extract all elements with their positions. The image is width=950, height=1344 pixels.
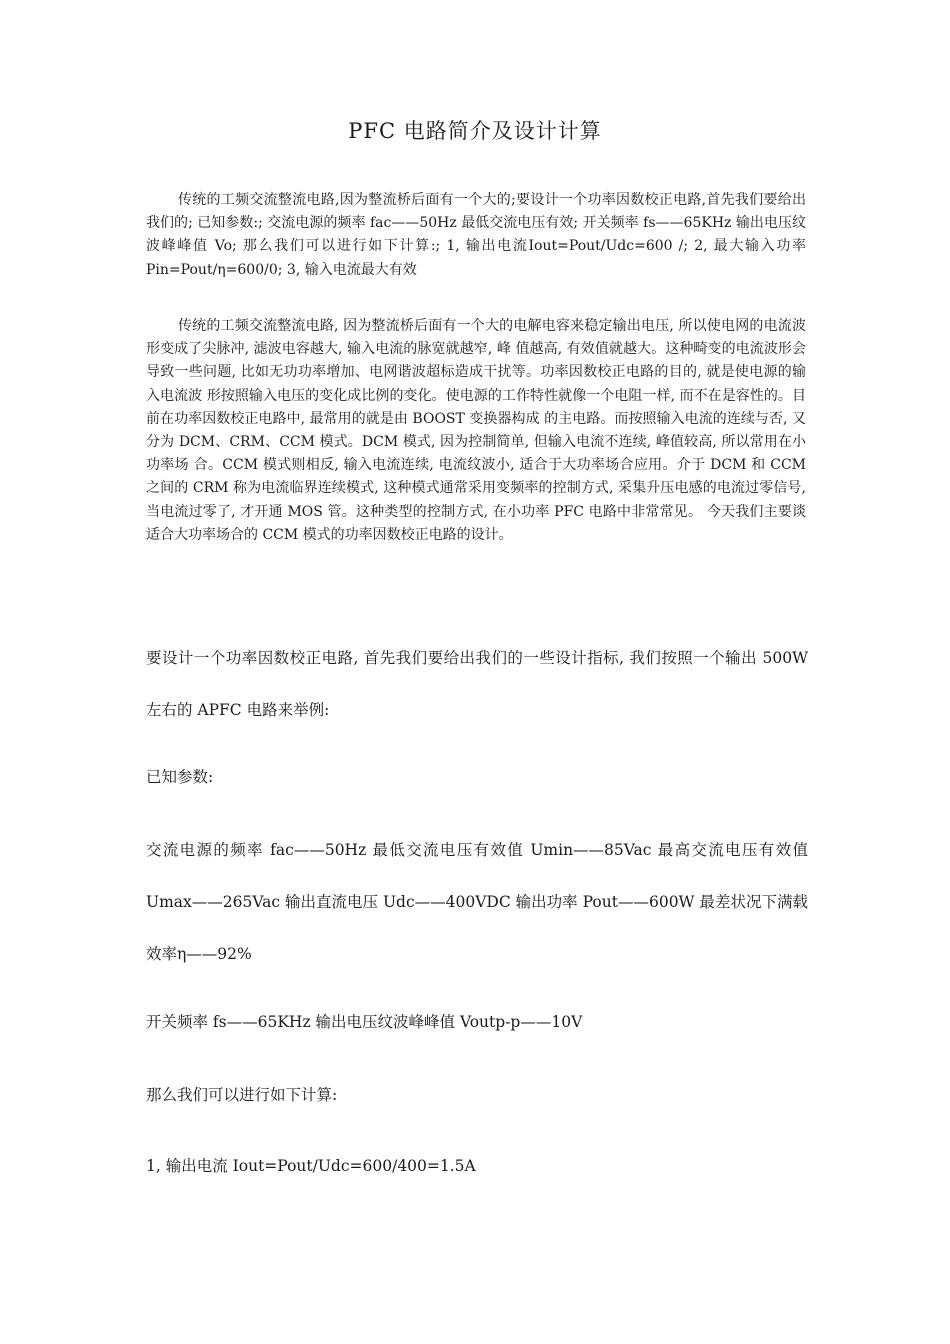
design-intro-text: 要设计一个功率因数校正电路, 首先我们要给出我们的一些设计指标, 我们按照一个输出 500W 左右的 APFC 电路来举例:	[146, 649, 808, 719]
params-text: 交流电源的频率 fac——50Hz 最低交流电压有效值 Umin——85Vac 最高交流电压有效值 Umax——265Vac 输出直流电压 Udc——400VDC 输出功率 Pout——600W 最差状况下满载效率η——92%	[146, 841, 808, 963]
known-params-label: 已知参数:	[146, 768, 214, 786]
calc-intro-text: 那么我们可以进行如下计算:	[146, 1086, 338, 1104]
summary-paragraph: 传统的工频交流整流电路,因为整流桥后面有一个大的;要设计一个功率因数校正电路,首先我们要给出我们的; 已知参数:; 交流电源的频率 fac——50Hz 最低交流电压有效; 开关频率 fs——65KHz 输出电压纹波峰峰值 Vo; 那么我们可以进行如下计算:; 1, 输出电流Iout=Pout/Udc=600 /; 2, 最大输入功率 Pin=Pout/η=600/0; 3, 输入电流最大有效	[146, 192, 806, 278]
switch-params-text: 开关频率 fs——65KHz 输出电压纹波峰峰值 Voutp-p——10V	[146, 1013, 583, 1031]
background-paragraph: 传统的工频交流整流电路, 因为整流桥后面有一个大的电解电容来稳定输出电压, 所以使电网的电流波形变成了尖脉冲, 滤波电容越大, 输入电流的脉宽就越窄, 峰 值越高, 有效值就越大。这种畸变的电流波形会导致一些问题, 比如无功功率增加、电网谐波超标造成干扰等。功率因数校正电路的目的, 就是使电源的输入电流波 形按照输入电压的变化成比例的变化。使电源的工作特性就像一个电阻一样, 而不在是容性的。目前在功率因数校正电路中, 最常用的就是由 BOOST 变换器构成 的主电路。而按照输入电流的连续与否, 又分为 DCM、CRM、CCM 模式。DCM 模式, 因为控制简单, 但输入电流不连续, 峰值较高, 所以常用在小功率场 合。CCM 模式则相反, 输入电流连续, 电流纹波小, 适合于大功率场合应用。介于 DCM 和 CCM 之间的 CRM 称为电流临界连续模式, 这种模式通常采用变频率的控制方式, 采集升压电感的电流过零信号, 当电流过零了, 才开通 MOS 管。这种类型的控制方式, 在小功率 PFC 电路中非常常见。 今天我们主要谈适合大功率场合的 CCM 模式的功率因数校正电路的设计。	[146, 318, 806, 543]
document-title: PFC 电路简介及设计计算	[348, 119, 602, 143]
calc-step-1: 1, 输出电流 Iout=Pout/Udc=600/400=1.5A	[146, 1157, 476, 1175]
